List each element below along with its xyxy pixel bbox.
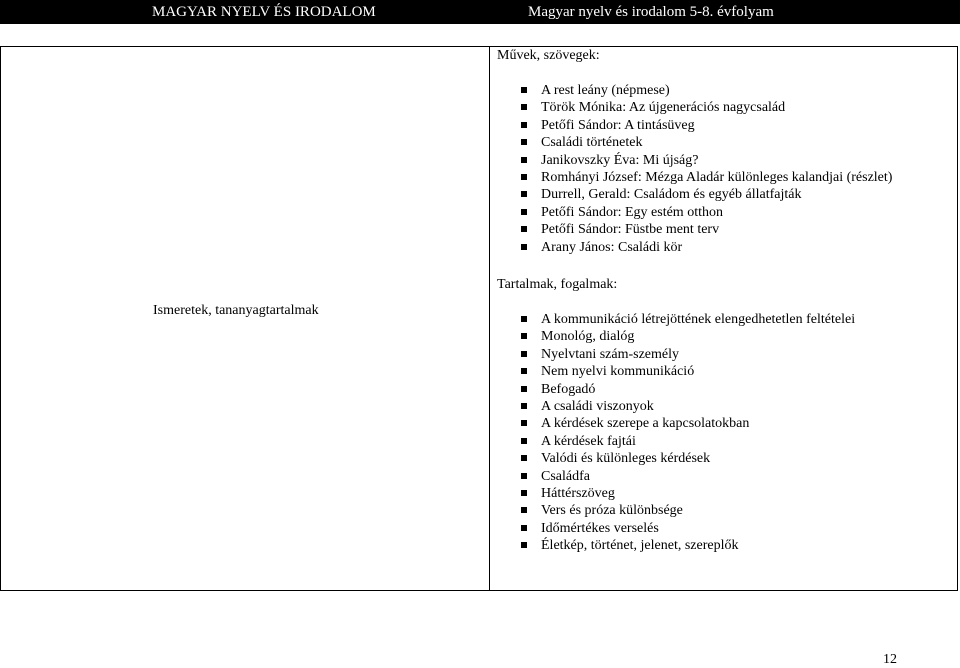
list-item-text: Monológ, dialóg: [541, 329, 635, 345]
square-bullet-icon: [521, 438, 527, 444]
list-item-text: A családi viszonyok: [541, 399, 654, 415]
list-item: [497, 520, 855, 537]
works-list: [497, 82, 892, 256]
list-item: [497, 204, 892, 221]
list-item-text: Nem nyelvi kommunikáció: [541, 364, 695, 380]
contents-list: [497, 311, 855, 555]
list-item: [497, 415, 855, 432]
square-bullet-icon: [521, 420, 527, 426]
list-item: [497, 169, 892, 186]
list-item: [497, 468, 855, 485]
list-item-text: Valódi és különleges kérdések: [541, 451, 711, 467]
contents-title: Tartalmak, fogalmak:: [497, 277, 618, 292]
list-item-text: Arany János: Családi kör: [541, 239, 683, 255]
square-bullet-icon: [521, 507, 527, 513]
page-header: [0, 0, 960, 24]
list-item: [497, 346, 855, 363]
square-bullet-icon: [521, 139, 527, 145]
list-item: [497, 433, 855, 450]
list-item-text: A kérdések szerepe a kapcsolatokban: [541, 416, 750, 432]
list-item: [497, 363, 855, 380]
left-cell: [1, 47, 489, 590]
square-bullet-icon: [521, 87, 527, 93]
list-item-text: Befogadó: [541, 381, 596, 397]
square-bullet-icon: [521, 351, 527, 357]
list-item-text: Petőfi Sándor: A tintásüveg: [541, 117, 695, 133]
header-grade: Magyar nyelv és irodalom 5-8. évfolyam: [528, 4, 774, 20]
list-item-text: Vers és próza különbsége: [541, 503, 683, 519]
list-item-text: A rest leány (népmese): [541, 83, 670, 98]
column-divider: [489, 47, 490, 590]
list-item-text: Romhányi József: Mézga Aladár különleges kalandjai (részlet): [541, 170, 893, 186]
left-label: Ismeretek, tananyagtartalmak: [153, 303, 319, 318]
square-bullet-icon: [521, 455, 527, 461]
list-item-text: A kommunikáció létrejöttének elengedhetetlen feltételei: [541, 312, 856, 327]
list-item-text: Életkép, történet, jelenet, szereplők: [541, 538, 739, 554]
content-table: [0, 46, 958, 591]
list-item-text: Nyelvtani szám-személy: [541, 346, 680, 362]
square-bullet-icon: [521, 104, 527, 110]
square-bullet-icon: [521, 473, 527, 479]
square-bullet-icon: [521, 122, 527, 128]
list-item: [497, 99, 892, 116]
list-item-text: Háttérszöveg: [541, 486, 615, 502]
list-item-text: A kérdések fajtái: [541, 433, 636, 449]
header-subject: MAGYAR NYELV ÉS IRODALOM: [152, 4, 376, 20]
list-item-text: Családi történetek: [541, 135, 643, 151]
square-bullet-icon: [521, 191, 527, 197]
list-item: [497, 450, 855, 467]
list-item-text: Időmértékes verselés: [541, 520, 659, 536]
square-bullet-icon: [521, 226, 527, 232]
works-title: Művek, szövegek:: [497, 48, 600, 63]
square-bullet-icon: [521, 157, 527, 163]
square-bullet-icon: [521, 490, 527, 496]
list-item-text: Durrell, Gerald: Családom és egyéb állatfajták: [541, 187, 802, 203]
page-number: 12: [883, 652, 897, 667]
list-item: [497, 381, 855, 398]
square-bullet-icon: [521, 174, 527, 180]
square-bullet-icon: [521, 542, 527, 548]
list-item: [497, 311, 855, 328]
square-bullet-icon: [521, 368, 527, 374]
list-item: [497, 186, 892, 203]
square-bullet-icon: [521, 525, 527, 531]
list-item: [497, 117, 892, 134]
list-item: [497, 398, 855, 415]
list-item: [497, 82, 892, 99]
list-item: [497, 239, 892, 256]
square-bullet-icon: [521, 244, 527, 250]
list-item: [497, 537, 855, 554]
list-item: [497, 221, 892, 238]
list-item-text: Petőfi Sándor: Füstbe ment terv: [541, 222, 720, 238]
list-item: [497, 134, 892, 151]
square-bullet-icon: [521, 386, 527, 392]
list-item: [497, 485, 855, 502]
list-item-text: Petőfi Sándor: Egy estém otthon: [541, 204, 723, 220]
list-item-text: Családfa: [541, 468, 590, 484]
list-item: [497, 328, 855, 345]
list-item-text: Török Mónika: Az újgenerációs nagycsalád: [541, 100, 786, 116]
list-item-text: Janikovszky Éva: Mi újság?: [541, 152, 699, 168]
square-bullet-icon: [521, 209, 527, 215]
square-bullet-icon: [521, 403, 527, 409]
square-bullet-icon: [521, 316, 527, 322]
list-item: [497, 502, 855, 519]
right-cell: [497, 47, 955, 590]
list-item: [497, 152, 892, 169]
square-bullet-icon: [521, 333, 527, 339]
